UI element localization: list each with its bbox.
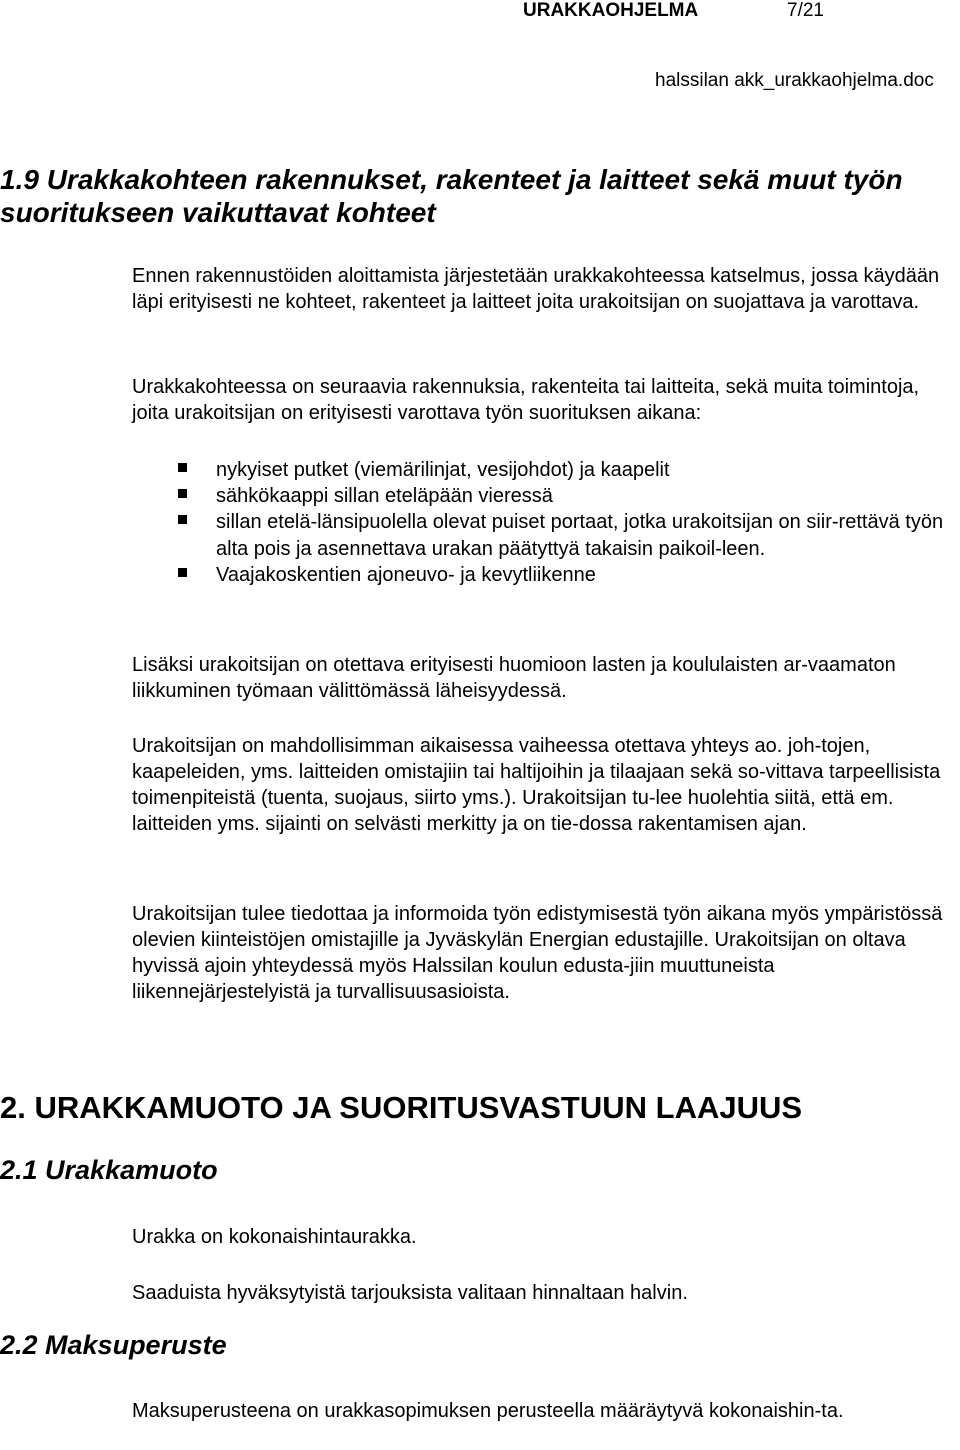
bullet-square-icon <box>178 515 187 524</box>
section-2-1-paragraph-2: Saaduista hyväksytyistä tarjouksista valitaan hinnaltaan halvin. <box>132 1282 688 1304</box>
document-title: URAKKAOHJELMA <box>523 0 699 21</box>
hazard-list <box>178 457 954 588</box>
list-item: sähkökaappi sillan eteläpään vieressä <box>178 483 954 509</box>
bullet-square-icon <box>178 463 187 472</box>
section-2-2-paragraph-1: Maksuperusteena on urakkasopimuksen perusteella määräytyvä kokonaishin-ta. <box>132 1400 844 1422</box>
section-2-1-heading: 2.1 Urakkamuoto <box>0 1155 218 1185</box>
section-1-9-heading: 1.9 Urakkakohteen rakennukset, rakenteet ja laitteet sekä muut työn suoritukseen vaikuttavat kohteet <box>0 164 903 228</box>
section-2-1-paragraph-1: Urakka on kokonaishintaurakka. <box>132 1226 417 1248</box>
section-1-9-paragraph-5: Urakoitsijan tulee tiedottaa ja informoida työn edistymisestä työn aikana myös ympäristössä olevien kiinteistöjen omistajille ja Jyväskylän Energian edustajille. Urakoitsijan on oltava hyvissä ajoin yhteydessä myös Halssilan koulun edusta-jiin muuttuneista liikennejärjestelyistä ja turvallisuusasioista. <box>132 903 943 1003</box>
section-2-2-heading: 2.2 Maksuperuste <box>0 1330 227 1360</box>
list-item: nykyiset putket (viemärilinjat, vesijohdot) ja kaapelit <box>178 457 954 483</box>
bullet-square-icon <box>178 489 187 498</box>
section-1-9-paragraph-2: Urakkakohteessa on seuraavia rakennuksia, rakenteita tai laitteita, sekä muita toimintoja, joita urakoitsijan on erityisesti varottava työn suorituksen aikana: <box>132 376 920 424</box>
section-1-9-paragraph-4: Urakoitsijan on mahdollisimman aikaisessa vaiheessa otettava yhteys ao. joh-tojen, kaapeleiden, yms. laitteiden omistajiin tai haltijoihin ja tilaajaan sekä so-vittava tarpeellisista toimenpiteistä (tuenta, suojaus, siirto yms.). Urakoitsijan tu-lee huolehtia siitä, että em. laitteiden yms. sijainti on selvästi merkitty ja on tie-dossa rakentamisen ajan. <box>132 735 941 835</box>
page-number: 7/21 <box>787 0 824 21</box>
section-1-9-paragraph-3: Lisäksi urakoitsijan on otettava erityisesti huomioon lasten ja koululaisten ar-vaamaton liikkuminen työmaan välittömässä läheisyydessä. <box>132 654 896 702</box>
file-name: halssilan akk_urakkaohjelma.doc <box>655 70 934 91</box>
section-1-9-paragraph-1: Ennen rakennustöiden aloittamista järjestetään urakkakohteessa katselmus, jossa käydään läpi erityisesti ne kohteet, rakenteet ja laitteet joita urakoitsijan on suojattava ja varottava. <box>132 265 940 313</box>
list-item: Vaajakoskentien ajoneuvo- ja kevytliikenne <box>178 562 954 588</box>
bullet-square-icon <box>178 568 187 577</box>
list-item: sillan etelä-länsipuolella olevat puiset portaat, jotka urakoitsijan on siir-rettävä työn alta pois ja asennettava urakan päätyttyä takaisin paikoil-leen. <box>178 509 954 561</box>
section-2-heading: 2. URAKKAMUOTO JA SUORITUSVASTUUN LAAJUUS <box>0 1090 803 1125</box>
